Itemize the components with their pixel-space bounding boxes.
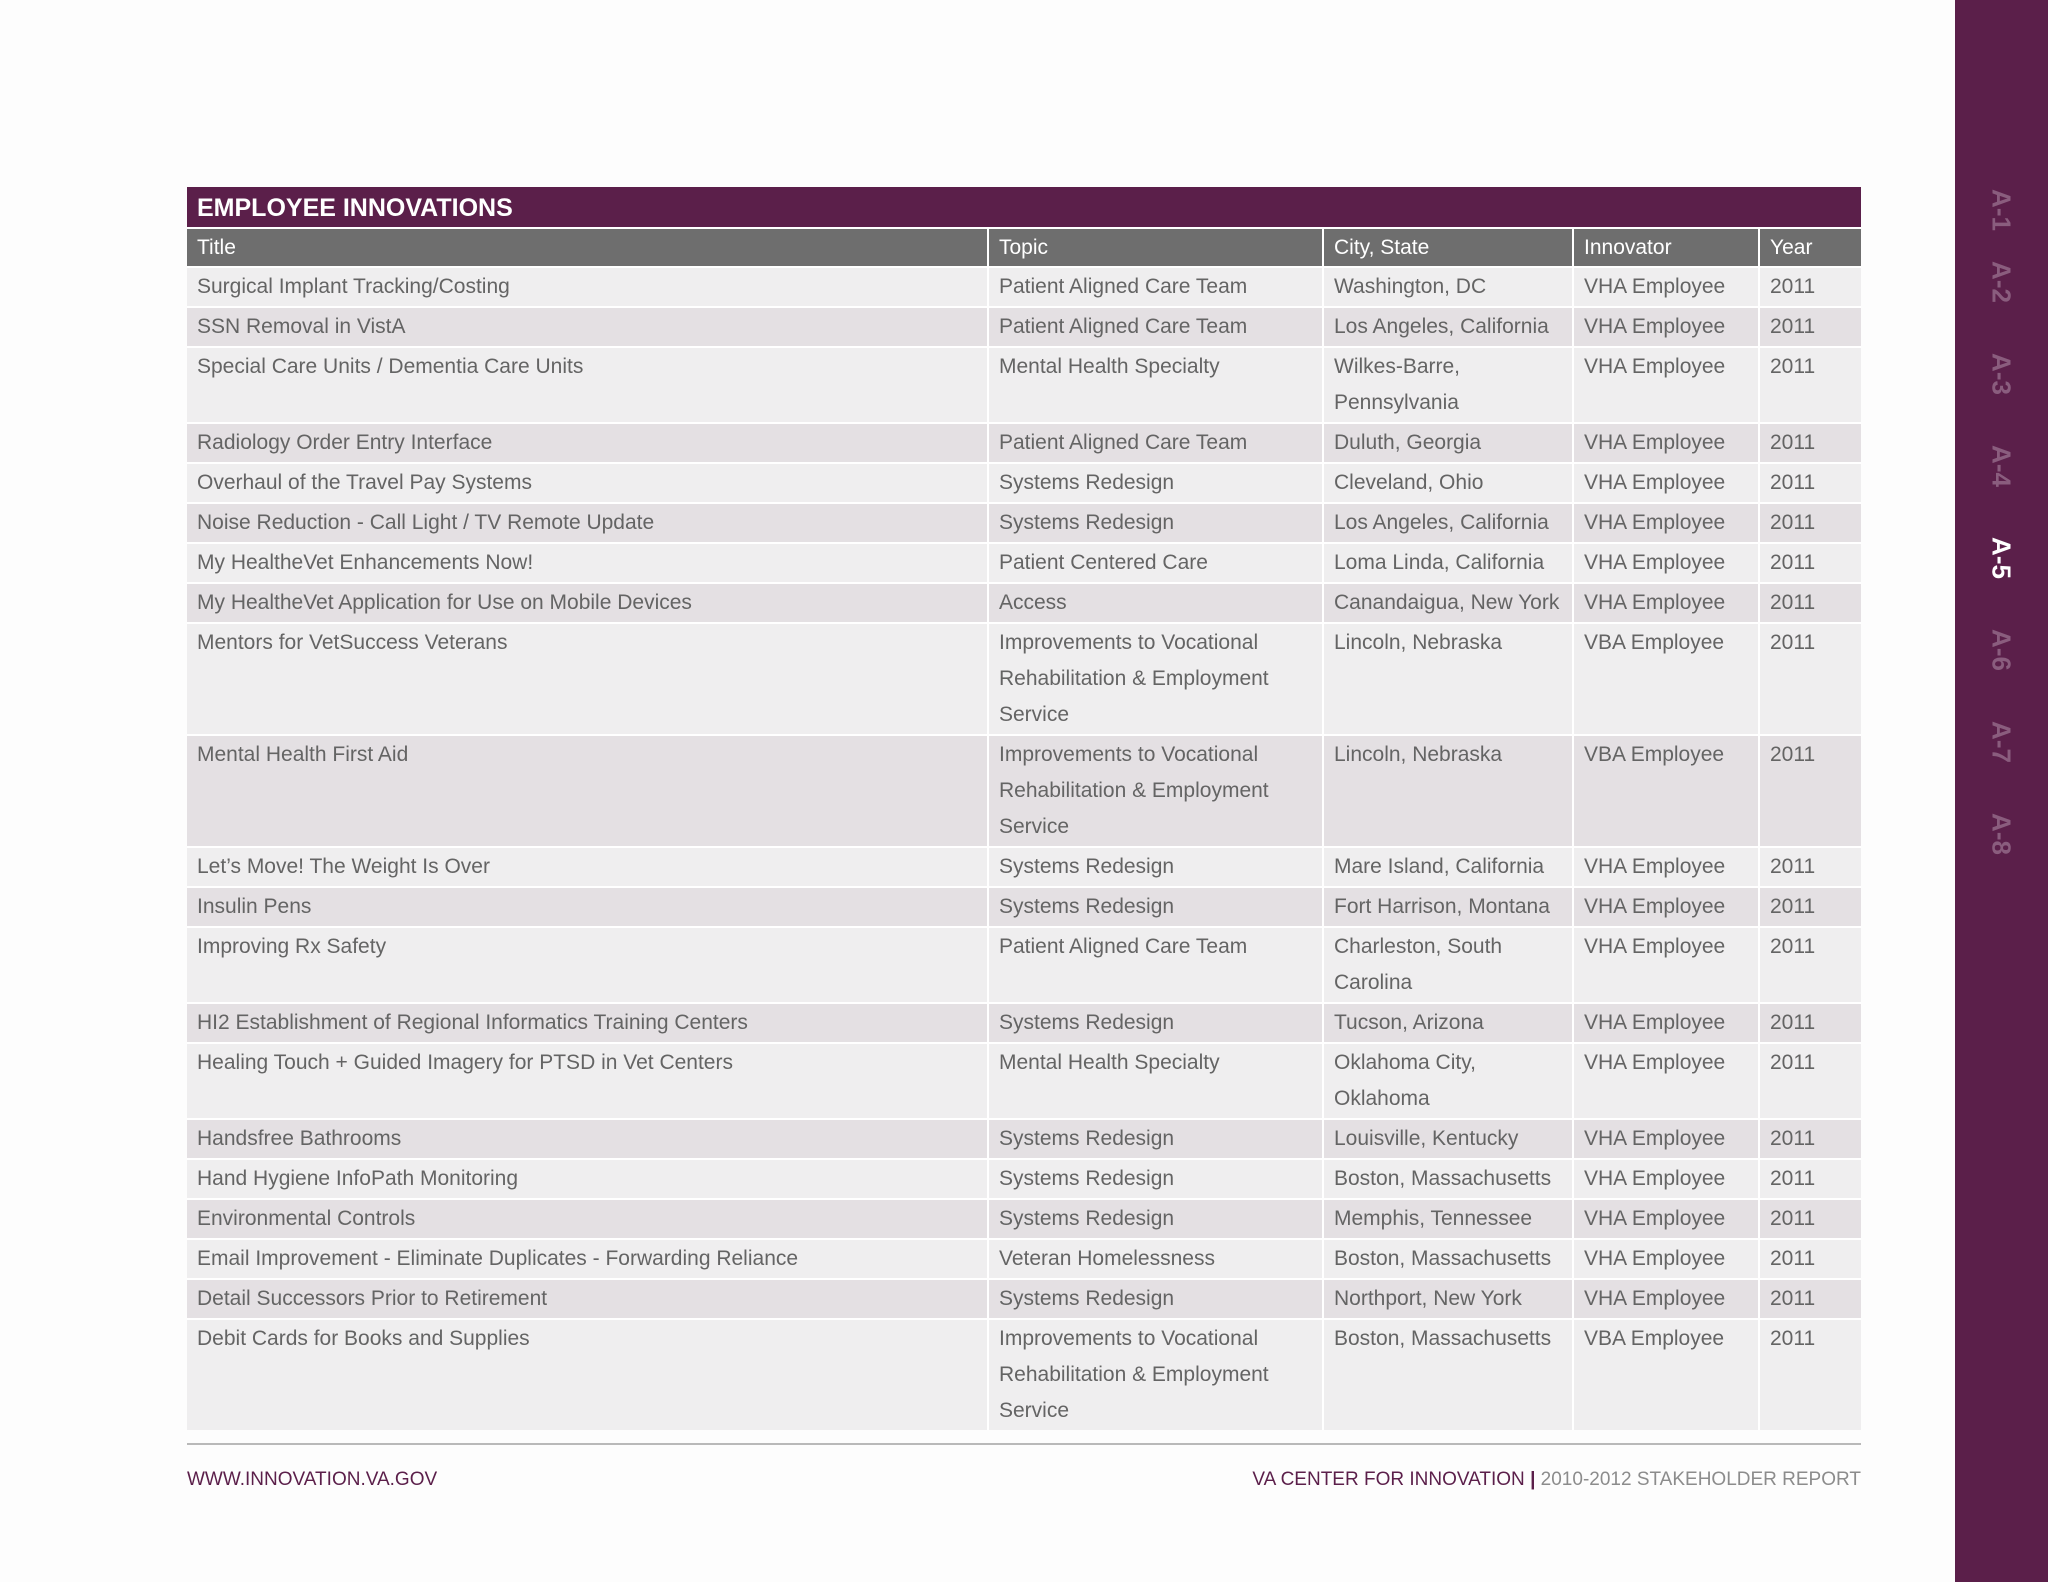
table-row [187, 847, 1861, 887]
cell-year: 2011 [1759, 1199, 1861, 1239]
sidebar-tab-a-3[interactable] [1955, 344, 2048, 404]
table-row [187, 1043, 1861, 1119]
table-row [187, 1159, 1861, 1199]
cell-year: 2011 [1759, 927, 1861, 1003]
column-header-title: Title [187, 229, 988, 267]
cell-year: 2011 [1759, 1159, 1861, 1199]
cell-topic: Patient Centered Care [988, 543, 1323, 583]
cell-city-state: Louisville, Kentucky [1323, 1119, 1573, 1159]
cell-title: SSN Removal in VistA [187, 307, 988, 347]
cell-year: 2011 [1759, 735, 1861, 847]
cell-topic: Systems Redesign [988, 1003, 1323, 1043]
cell-city-state: Cleveland, Ohio [1323, 463, 1573, 503]
sidebar-tab-a-2[interactable] [1955, 252, 2048, 312]
cell-topic: Patient Aligned Care Team [988, 267, 1323, 307]
cell-topic: Systems Redesign [988, 1279, 1323, 1319]
cell-topic: Patient Aligned Care Team [988, 423, 1323, 463]
cell-innovator: VBA Employee [1573, 623, 1759, 735]
cell-innovator: VHA Employee [1573, 1159, 1759, 1199]
table-row [187, 887, 1861, 927]
cell-innovator: VHA Employee [1573, 927, 1759, 1003]
cell-innovator: VHA Employee [1573, 1119, 1759, 1159]
cell-city-state: Boston, Massachusetts [1323, 1319, 1573, 1430]
cell-topic: Systems Redesign [988, 503, 1323, 543]
employee-innovations-table-section [187, 187, 1861, 1430]
section-sidebar [1955, 0, 2048, 1582]
cell-year: 2011 [1759, 267, 1861, 307]
cell-city-state: Los Angeles, California [1323, 307, 1573, 347]
table-row [187, 1199, 1861, 1239]
cell-innovator: VHA Employee [1573, 423, 1759, 463]
sidebar-tab-label: A-4 [1986, 445, 2017, 487]
cell-topic: Systems Redesign [988, 887, 1323, 927]
cell-title: HI2 Establishment of Regional Informatics Training Centers [187, 1003, 988, 1043]
table-header-row [187, 229, 1861, 267]
cell-title: Surgical Implant Tracking/Costing [187, 267, 988, 307]
footer-report-label [1252, 1469, 1861, 1491]
cell-title: Detail Successors Prior to Retirement [187, 1279, 988, 1319]
footer-report-title: 2010-2012 STAKEHOLDER REPORT [1540, 1469, 1861, 1490]
table-row [187, 1003, 1861, 1043]
cell-title: Radiology Order Entry Interface [187, 423, 988, 463]
cell-title: Debit Cards for Books and Supplies [187, 1319, 988, 1430]
cell-innovator: VHA Employee [1573, 543, 1759, 583]
cell-topic: Systems Redesign [988, 1199, 1323, 1239]
table-row [187, 1239, 1861, 1279]
table-row [187, 503, 1861, 543]
cell-year: 2011 [1759, 1239, 1861, 1279]
column-header-year: Year [1759, 229, 1861, 267]
cell-innovator: VHA Employee [1573, 1279, 1759, 1319]
cell-year: 2011 [1759, 1319, 1861, 1430]
cell-title: Insulin Pens [187, 887, 988, 927]
cell-year: 2011 [1759, 583, 1861, 623]
cell-city-state: Northport, New York [1323, 1279, 1573, 1319]
cell-title: Email Improvement - Eliminate Duplicates - Forwarding Reliance [187, 1239, 988, 1279]
table-row [187, 423, 1861, 463]
cell-city-state: Lincoln, Nebraska [1323, 623, 1573, 735]
sidebar-tab-label: A-1 [1986, 189, 2017, 231]
table-row [187, 1319, 1861, 1430]
cell-title: Hand Hygiene InfoPath Monitoring [187, 1159, 988, 1199]
footer-website-link[interactable]: WWW.INNOVATION.VA.GOV [187, 1469, 438, 1490]
sidebar-tab-label: A-3 [1986, 353, 2017, 395]
table-row [187, 927, 1861, 1003]
sidebar-tab-a-6[interactable] [1955, 620, 2048, 680]
cell-title: My HealtheVet Enhancements Now! [187, 543, 988, 583]
cell-city-state: Lincoln, Nebraska [1323, 735, 1573, 847]
column-header-innovator: Innovator [1573, 229, 1759, 267]
cell-title: Mentors for VetSuccess Veterans [187, 623, 988, 735]
table-heading: EMPLOYEE INNOVATIONS [187, 187, 1861, 229]
cell-year: 2011 [1759, 847, 1861, 887]
cell-city-state: Boston, Massachusetts [1323, 1239, 1573, 1279]
cell-title: Special Care Units / Dementia Care Units [187, 347, 988, 423]
sidebar-tab-a-1[interactable] [1955, 180, 2048, 240]
cell-city-state: Wilkes-Barre, Pennsylvania [1323, 347, 1573, 423]
cell-innovator: VHA Employee [1573, 307, 1759, 347]
cell-innovator: VHA Employee [1573, 503, 1759, 543]
sidebar-tab-label: A-5 [1986, 537, 2017, 579]
sidebar-tab-a-5[interactable] [1955, 528, 2048, 588]
cell-innovator: VHA Employee [1573, 1239, 1759, 1279]
cell-city-state: Washington, DC [1323, 267, 1573, 307]
table-row [187, 267, 1861, 307]
cell-year: 2011 [1759, 887, 1861, 927]
cell-topic: Patient Aligned Care Team [988, 927, 1323, 1003]
table-row [187, 543, 1861, 583]
table-body [187, 267, 1861, 1430]
cell-innovator: VHA Employee [1573, 887, 1759, 927]
cell-year: 2011 [1759, 1043, 1861, 1119]
cell-innovator: VBA Employee [1573, 1319, 1759, 1430]
cell-innovator: VHA Employee [1573, 347, 1759, 423]
cell-topic: Improvements to Vocational Rehabilitation & Employment Service [988, 623, 1323, 735]
sidebar-tab-a-8[interactable] [1955, 804, 2048, 864]
cell-city-state: Fort Harrison, Montana [1323, 887, 1573, 927]
cell-topic: Mental Health Specialty [988, 1043, 1323, 1119]
sidebar-tab-a-7[interactable] [1955, 712, 2048, 772]
cell-year: 2011 [1759, 1279, 1861, 1319]
cell-topic: Systems Redesign [988, 463, 1323, 503]
cell-year: 2011 [1759, 543, 1861, 583]
footer-separator: | [1530, 1469, 1536, 1490]
cell-city-state: Oklahoma City, Oklahoma [1323, 1043, 1573, 1119]
cell-title: Noise Reduction - Call Light / TV Remote Update [187, 503, 988, 543]
cell-city-state: Memphis, Tennessee [1323, 1199, 1573, 1239]
cell-topic: Systems Redesign [988, 1159, 1323, 1199]
table-row [187, 463, 1861, 503]
sidebar-tab-a-4[interactable] [1955, 436, 2048, 496]
cell-title: Mental Health First Aid [187, 735, 988, 847]
cell-year: 2011 [1759, 423, 1861, 463]
cell-topic: Improvements to Vocational Rehabilitation & Employment Service [988, 735, 1323, 847]
cell-city-state: Los Angeles, California [1323, 503, 1573, 543]
cell-innovator: VHA Employee [1573, 1003, 1759, 1043]
cell-title: Healing Touch + Guided Imagery for PTSD in Vet Centers [187, 1043, 988, 1119]
table-row [187, 347, 1861, 423]
table-row [187, 307, 1861, 347]
cell-city-state: Tucson, Arizona [1323, 1003, 1573, 1043]
footer-divider [187, 1443, 1861, 1445]
cell-title: Environmental Controls [187, 1199, 988, 1239]
sidebar-tab-label: A-6 [1986, 629, 2017, 671]
sidebar-tab-label: A-7 [1986, 721, 2017, 763]
cell-innovator: VHA Employee [1573, 847, 1759, 887]
table-row [187, 623, 1861, 735]
cell-year: 2011 [1759, 347, 1861, 423]
cell-year: 2011 [1759, 307, 1861, 347]
cell-year: 2011 [1759, 463, 1861, 503]
cell-year: 2011 [1759, 623, 1861, 735]
cell-year: 2011 [1759, 1119, 1861, 1159]
cell-innovator: VHA Employee [1573, 583, 1759, 623]
footer-org-name: VA CENTER FOR INNOVATION [1252, 1469, 1525, 1490]
cell-city-state: Canandaigua, New York [1323, 583, 1573, 623]
cell-innovator: VHA Employee [1573, 267, 1759, 307]
cell-innovator: VHA Employee [1573, 1199, 1759, 1239]
cell-city-state: Duluth, Georgia [1323, 423, 1573, 463]
sidebar-tab-label: A-2 [1986, 261, 2017, 303]
table-row [187, 583, 1861, 623]
cell-city-state: Mare Island, California [1323, 847, 1573, 887]
column-header-topic: Topic [988, 229, 1323, 267]
cell-topic: Access [988, 583, 1323, 623]
cell-title: Let’s Move! The Weight Is Over [187, 847, 988, 887]
cell-title: Improving Rx Safety [187, 927, 988, 1003]
employee-innovations-table [187, 229, 1861, 1430]
cell-title: Handsfree Bathrooms [187, 1119, 988, 1159]
table-row [187, 1119, 1861, 1159]
cell-innovator: VHA Employee [1573, 463, 1759, 503]
cell-topic: Veteran Homelessness [988, 1239, 1323, 1279]
cell-city-state: Boston, Massachusetts [1323, 1159, 1573, 1199]
column-header-city-state: City, State [1323, 229, 1573, 267]
cell-year: 2011 [1759, 1003, 1861, 1043]
cell-topic: Mental Health Specialty [988, 347, 1323, 423]
cell-topic: Patient Aligned Care Team [988, 307, 1323, 347]
table-row [187, 735, 1861, 847]
cell-title: Overhaul of the Travel Pay Systems [187, 463, 988, 503]
cell-city-state: Charleston, South Carolina [1323, 927, 1573, 1003]
cell-topic: Systems Redesign [988, 847, 1323, 887]
cell-topic: Improvements to Vocational Rehabilitation & Employment Service [988, 1319, 1323, 1430]
cell-city-state: Loma Linda, California [1323, 543, 1573, 583]
cell-topic: Systems Redesign [988, 1119, 1323, 1159]
table-row [187, 1279, 1861, 1319]
cell-title: My HealtheVet Application for Use on Mobile Devices [187, 583, 988, 623]
cell-year: 2011 [1759, 503, 1861, 543]
cell-innovator: VHA Employee [1573, 1043, 1759, 1119]
cell-innovator: VBA Employee [1573, 735, 1759, 847]
sidebar-tab-label: A-8 [1986, 813, 2017, 855]
